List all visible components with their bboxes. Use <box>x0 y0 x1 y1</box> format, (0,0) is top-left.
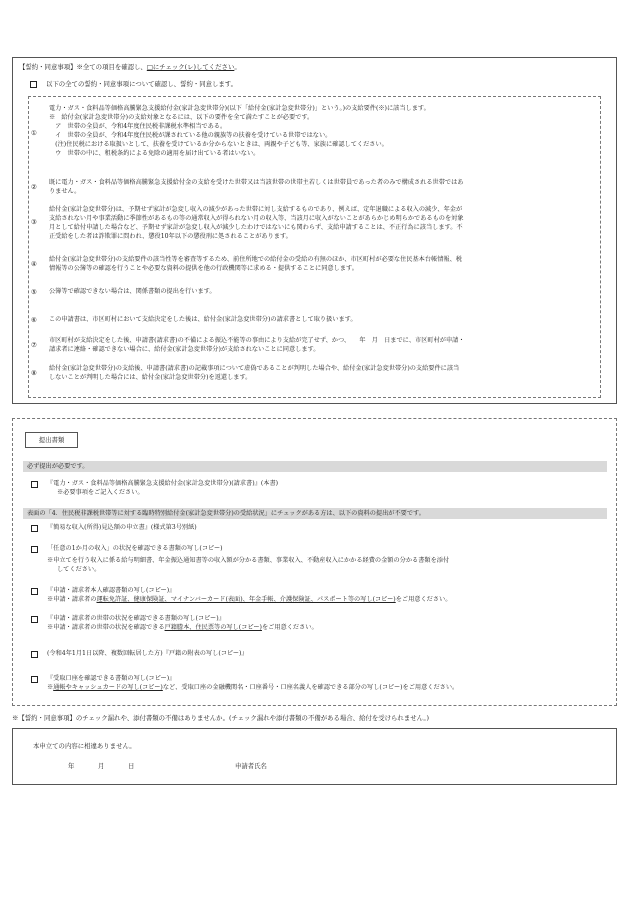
doc-income-checkbox[interactable] <box>31 525 38 532</box>
pledge-item-line: イ 世帯の全員が、令和4年度住民税が課されている他の親族等の扶養を受けている世帯ではない。 <box>49 131 332 139</box>
date-month-label: 月 <box>98 762 105 770</box>
doc-household-label: 『申請・請求者の世帯の状況を確認できる書類の写し(コピー)』 <box>47 615 225 622</box>
pledge-section <box>12 57 617 404</box>
doc-month-checkbox[interactable] <box>31 546 38 553</box>
pledge-item-line: りません。 <box>49 187 81 195</box>
pledge-item-line: 月として給付申請した場合など、予期せず家計が急変し収入が減少したわけではないにも関わらず、支給申請することは、不正行為に該当します。不 <box>49 223 463 231</box>
doc-bank-note-prefix: ※ <box>47 683 54 691</box>
pledge-item-number: ④ <box>31 260 37 268</box>
pledge-item-text <box>49 337 599 355</box>
doc-family-register[interactable] <box>31 650 611 659</box>
pledge-item-text <box>49 256 599 274</box>
doc-month-label: 「任意の1か月の収入」の状況を確認できる書類の写し(コピー) <box>47 545 223 552</box>
pledge-item-line: 電力・ガス・食料品等価格高騰緊急支援給付金(家計急変世帯分)(以下「給付金(家計急変世帯分)」という。)の支給要件(※)に該当します。 <box>49 105 430 112</box>
pledge-item-text <box>49 206 599 242</box>
doc-bank-note-suffix: など、受取口座の金融機関名・口座番号・口座名義人を確認できる部分の写し(コピー)をご用意ください。 <box>162 683 459 691</box>
pledge-item-number: ⑤ <box>31 288 37 296</box>
doc-bank-account[interactable] <box>31 675 611 693</box>
pledge-item-text <box>49 288 599 297</box>
pledge-title-instruction: □にチェック(レ)してください <box>146 63 235 71</box>
date-field[interactable] <box>68 762 134 771</box>
doc-bank-note-underlined: 通帳やキャッシュカードの写し(コピー) <box>53 683 163 691</box>
doc-request-label: 『電力・ガス・食料品等価格高騰緊急支援給付金(家計急変世帯分)(請求書)』(本書) <box>47 480 279 487</box>
pledge-item-line: ※ 給付金(家計急変世帯分)の支給対象となるには、以下の要件を全て満たすことが必要です。 <box>49 113 314 121</box>
applicant-name-label: 申請者氏名 <box>235 762 267 770</box>
declaration-box <box>12 728 617 785</box>
doc-id-label: 『申請・請求者本人確認書類の写し(コピー)』 <box>47 587 176 594</box>
check-warning: ※【誓約・同意事項】のチェック漏れや、添付書類の不備はありませんか。(チェック漏れや添付書類の不備がある場合、給付を受けられません。) <box>12 714 430 722</box>
pledge-item-line: 請求者に連絡・確認できない場合に、給付金(家計急変世帯分)が支給されないことに同意します。 <box>49 345 320 353</box>
doc-income-statement[interactable] <box>31 524 611 533</box>
agree-all-checkbox[interactable] <box>30 81 37 88</box>
doc-family-label: (令和4年1月1日以降、複数回転居した方)『戸籍の附表の写し(コピー)』 <box>47 650 248 657</box>
doc-id-checkbox[interactable] <box>31 588 38 595</box>
doc-family-checkbox[interactable] <box>31 651 38 658</box>
pledge-item-line: 給付金(家計急変世帯分)の支給後、申請書(請求書)の記載事項について虚偽であることが判明した場合や、給付金(家計急変世帯分)の支給要件に該当 <box>49 365 460 372</box>
pledge-item-text <box>49 105 599 159</box>
pledge-item-number: ② <box>31 183 37 191</box>
doc-identity[interactable] <box>31 587 611 605</box>
doc-income-label: 『簡易な収入(所得)見込額の申立書』(様式第3号別紙) <box>47 524 197 531</box>
required-band: 必ず提出が必要です。 <box>23 461 607 472</box>
pledge-item-line: ウ 世帯の中に、租税条約による免除の適用を届け出ている者はいない。 <box>49 149 260 157</box>
applicant-name-field[interactable] <box>235 762 267 771</box>
pledge-title <box>19 63 241 72</box>
doc-month-note-2: してください。 <box>57 565 101 573</box>
agree-all-label: 以下の全ての誓約・同意事項について確認し、誓約・同意します。 <box>46 80 238 88</box>
pledge-item-line: 既に電力・ガス・食料品等価格高騰緊急支援給付金の支給を受けた世帯又は当該世帯の世帯主若しくは世帯員であった者のみで構成される世帯ではあ <box>49 179 464 186</box>
date-year-label: 年 <box>68 762 75 770</box>
doc-id-note-underlined: 運転免許証、健康保険証、マイナンバーカード(表面)、年金手帳、介護保険証、パスポート等の写し(コピー) <box>96 595 396 603</box>
doc-bank-label: 『受取口座を確認できる書類の写し(コピー)』 <box>47 675 176 682</box>
pledge-item-line: この申請書は、市区町村において支給決定をした後は、給付金(家計急変世帯分)の請求書として取り扱います。 <box>49 316 357 323</box>
pledge-item-line: 情報等の公簿等の確認を行うことや必要な資料の提供を他の行政機関等に求める・提供することに同意します。 <box>49 264 358 272</box>
doc-bank-checkbox[interactable] <box>31 676 38 683</box>
doc-id-note-prefix: ※申請・請求者の <box>47 595 97 603</box>
pledge-item-line: 支給されない月や事業活動に季節性があるもの等の通常収入が得られない月の収入等、当該月に収入がないことがあらかじめ明らかであるものを対象 <box>49 214 464 222</box>
pledge-item-line: 給付金(家計急変世帯分)の支給要件の該当性等を審査等するため、前住所地での給付金の受給の有無のほか、市区町村が必要な住民基本台帳情報、税 <box>49 256 462 263</box>
doc-household-note-underlined: 戸籍謄本、住民票等の写し(コピー) <box>164 623 262 631</box>
pledge-item-line: しないことが判明した場合には、給付金(家計急変世帯分)を返還します。 <box>49 373 252 381</box>
pledge-item-text <box>49 179 599 197</box>
pledge-item-text <box>49 365 599 383</box>
doc-household-note-suffix: をご用意ください。 <box>261 623 318 631</box>
doc-monthly-income[interactable] <box>31 545 611 575</box>
pledge-title-prefix: 【誓約・同意事項】※全ての項目を確認し、 <box>19 63 147 71</box>
pledge-items-box <box>28 96 601 398</box>
documents-tab-label: 提出書類 <box>25 432 78 448</box>
pledge-item-number: ⑧ <box>31 369 37 377</box>
agree-all-row[interactable] <box>30 80 237 89</box>
pledge-item-number: ⑥ <box>31 316 37 324</box>
doc-month-note-1: ※申立てを行う収入に係る給与明細書、年金振込通知書等の収入額が分かる書類、事業収入、不動産収入にかかる経費の金額の分かる書類を添付 <box>47 556 450 564</box>
pledge-item-line: (注)住民税における取扱いとして、扶養を受けているか分からないときは、両親や子ども等、家族に確認してください。 <box>49 140 388 148</box>
doc-request-note: ※必要事項をご記入ください。 <box>57 488 144 496</box>
pledge-item-line: 公簿等で確認できない場合は、関係書類の提出を行います。 <box>49 288 216 295</box>
documents-section <box>12 418 617 706</box>
pledge-item-line: 給付金(家計急変世帯分)は、予期せず家計が急変し収入の減少があった世帯に対し支給するものであり、例えば、定年退職による収入の減少、年金が <box>49 206 463 213</box>
doc-request-checkbox[interactable] <box>31 481 38 488</box>
pledge-item-number: ① <box>31 129 37 137</box>
doc-household[interactable] <box>31 615 611 633</box>
pledge-item-line: 正受給をした者は詐欺罪に問われ、懲役10年以下の懲役刑に処されることがあります。 <box>49 232 292 240</box>
pledge-item-number: ⑦ <box>31 341 37 349</box>
pledge-item-line: ア 世帯の全員が、令和4年度住民税非課税水準相当である。 <box>49 122 227 130</box>
pledge-item-number: ③ <box>31 218 37 226</box>
pledge-item-line: 市区町村が支給決定をした後、申請書(請求書)の不備による振込不能等の事由により支給が完了せず、かつ、 年 月 日までに、市区町村が申請・ <box>49 337 465 344</box>
doc-household-note-prefix: ※申請・請求者の世帯の状況を確認できる <box>47 623 165 631</box>
declaration-statement: 本申立ての内容に相違ありません。 <box>33 742 136 750</box>
date-day-label: 日 <box>128 762 135 770</box>
doc-id-note-suffix: をご用意ください。 <box>395 595 452 603</box>
pledge-item-text <box>49 316 599 325</box>
doc-request-form[interactable] <box>31 480 611 498</box>
doc-household-checkbox[interactable] <box>31 616 38 623</box>
pledge-title-suffix: 。 <box>234 63 241 71</box>
conditional-band: 表面の「4．住民税非課税世帯等に対する臨時特別給付金(家計急変世帯分)の受給状況」にチェックがある方は、以下の資料の提出が不要です。 <box>23 508 607 519</box>
